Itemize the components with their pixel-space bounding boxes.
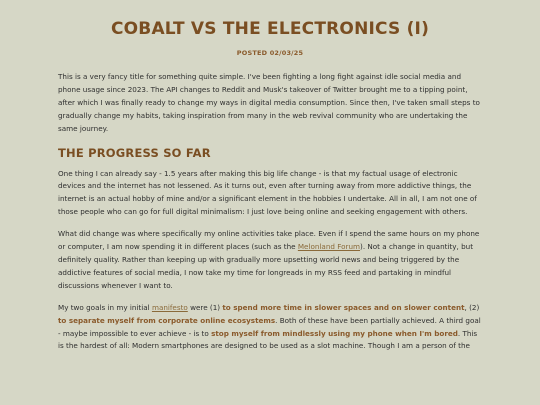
- article: [58, 0, 482, 353]
- section-heading: THE PROGRESS SO FAR: [58, 145, 211, 160]
- paragraph-1: One thing I can already say - 1.5 years after making this big life change - is that my factual usage of electronic devices and the internet has not lessened. As it turns out, even after turning away from more addictive things, the internet is an actual hobby of mine and/or a significant element in the hobbies I undertake. All in all, I am not one of those people who can go for full digital minimalism: I just love being online and seeking engagement with others.: [58, 168, 477, 217]
- goal-2-highlight: to separate myself from corporate online ecosystems: [58, 315, 276, 325]
- intro-paragraph: This is a very fancy title for something quite simple. I've been fighting a long fight against idle social media and phone usage since 2023. The API changes to Reddit and Musk's takeover of Twitter brought me to a tipping point, after which I was finally ready to change my ways in digital media consumption. Since then, I've taken small steps to gradually change my habits, taking inspiration from many in the web revival community who are undertaking the same journey.: [58, 72, 480, 133]
- melonland-forum-link[interactable]: Melonland Forum: [297, 242, 361, 252]
- paragraph-3-text-2: were (1): [187, 302, 223, 312]
- paragraph-3-text-5: . This is the hardest of all: Modern smartphones are designed to be used as a slot machine. Though I am a person of the: [58, 328, 478, 351]
- paragraph-2-text-b: ). Not a change in quantity, but definitely quality. Rather than keeping up with gradually more upsetting world news and being triggered by the addictive features of social media, I now take my time for longreads in my RSS feed and partaking in mindful discussions whenever I want to.: [58, 242, 474, 290]
- page-title: COBALT VS THE ELECTRONICS (I): [110, 19, 430, 39]
- paragraph-3-text-3: , (2): [464, 302, 480, 312]
- posted-date: POSTED 02/03/25: [236, 49, 304, 57]
- paragraph-2-text-a: What did change was where specifically my online activities take place. Even if I spend the same hours on my phone or computer, I am now spending it in different places (such as the: [58, 229, 480, 252]
- paragraph-3-text-1: My two goals in my initial: [58, 302, 152, 312]
- paragraph-2: [58, 228, 482, 293]
- goal-1-highlight: to spend more time in slower spaces and on slower content: [222, 302, 465, 312]
- paragraph-3: [58, 302, 482, 354]
- goal-3-highlight: stop myself from mindlessly using my phone when I'm bored: [211, 328, 458, 338]
- manifesto-link[interactable]: manifesto: [151, 302, 188, 312]
- paragraph-3-text-4: . Both of these have been partially achieved. A third goal - maybe impossible to ever achieve - is to: [58, 315, 481, 338]
